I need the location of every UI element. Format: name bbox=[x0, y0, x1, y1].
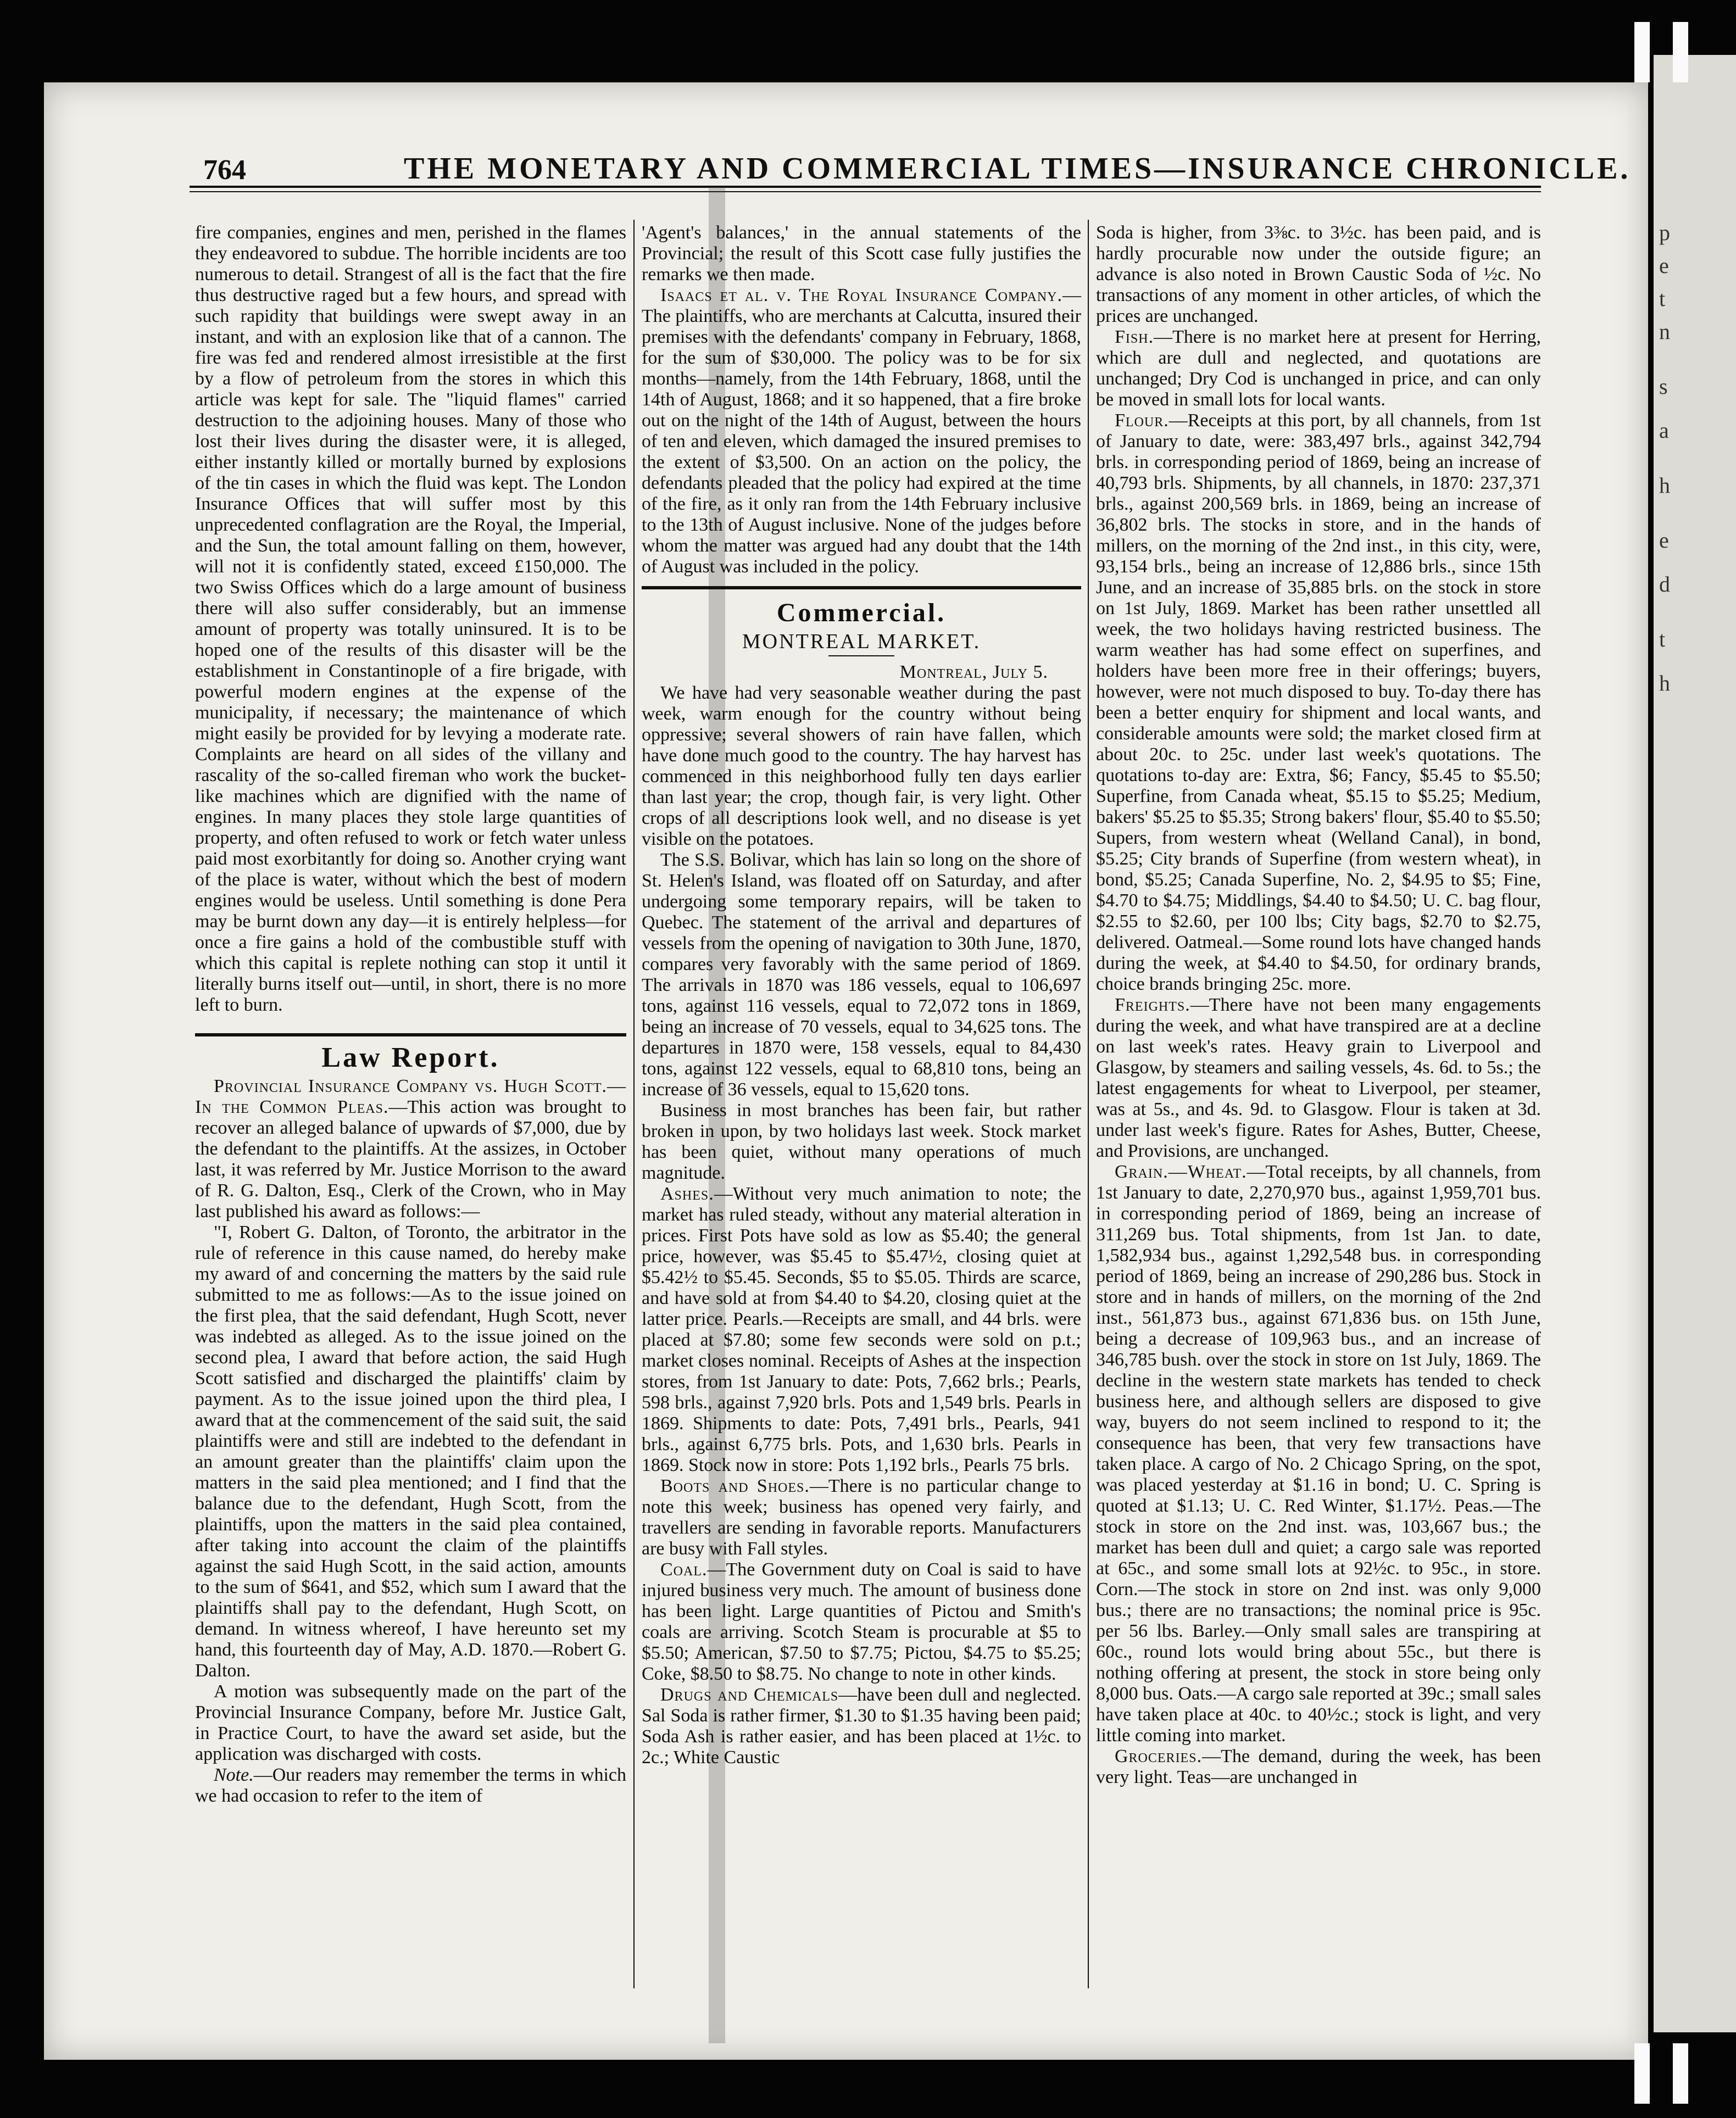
section-rule bbox=[642, 586, 1081, 589]
section-rule bbox=[195, 1033, 626, 1036]
article-paragraph: The S.S. Bolivar, which has lain so long on the shore of St. Helen's Island, was floated off on Saturday, and after undergoing some temporary repairs, will be taken to Quebec. The statement of the arrival and departures of vessels from the opening of navigation to 30th June, 1870, compares very favorably with the same period of 1869. The arrivals in 1870 was 186 vessels, equal to 106,697 tons, against 116 vessels, equal to 72,072 tons in 1869, being an increase of 70 vessels, equal to 34,625 tons. The departures in 1870 were, 158 vessels, equal to 84,430 tons, against 122 vessels, equal to 68,810 tons, being an increase of 36 vessels, equal to 15,620 tons. bbox=[642, 850, 1081, 1100]
header-rule bbox=[190, 186, 1541, 188]
paragraph-text: —There have not been many engagements during the week, and what have transpired are at a decline on last week's rates. Heavy grain to Liverpool and Glasgow, by steamers and sailing vessels, 4s. 6d. to 5s.; the latest engagements for wheat to Liverpool, per steamer, was at 5s., and 4s. 9d. to Glasgow. Flour is taken at 3d. under last week's figure. Rates for Ashes, Butter, Cheese, and Provisions, are unchanged. bbox=[1096, 995, 1541, 1161]
item-label: Ashes. bbox=[660, 1184, 714, 1204]
page-header bbox=[190, 140, 1631, 186]
case-title: Isaacs et al. v. The Royal Insurance Company. bbox=[660, 285, 1062, 305]
article-paragraph bbox=[642, 1184, 1081, 1476]
article-paragraph bbox=[642, 1559, 1081, 1685]
item-label: Coal. bbox=[660, 1559, 708, 1580]
article-paragraph: A motion was subsequently made on the part of the Provincial Insurance Company, before Mr. Justice Galt, in Practice Court, to have the award set aside, but the application was discharged with costs. bbox=[195, 1681, 626, 1764]
margin-char: n bbox=[1659, 319, 1670, 344]
market-heading: MONTREAL MARKET. bbox=[742, 630, 981, 653]
margin-char: h bbox=[1659, 671, 1670, 695]
page-title: THE MONETARY AND COMMERCIAL TIMES—INSURANCE CHRONICLE. bbox=[404, 152, 1631, 186]
margin-char: h bbox=[1659, 473, 1670, 498]
margin-char: e bbox=[1659, 528, 1669, 553]
column-3 bbox=[1096, 222, 1541, 1788]
film-bar bbox=[1673, 22, 1688, 82]
heading-rule bbox=[828, 655, 894, 656]
header-rule bbox=[190, 191, 1541, 192]
dateline: Montreal, July 5. bbox=[899, 662, 1048, 682]
margin-char: t bbox=[1659, 627, 1666, 651]
article-paragraph bbox=[1096, 995, 1541, 1162]
article-paragraph: We have had very seasonable weather during the past week, warm enough for the country without being oppressive; several showers of rain have fallen, which have done much good to the country. The hay harvest has commenced in this neighborhood fully ten days earlier than last year; the crop, though fair, is very light. Other crops of all descriptions look well, and no disease is yet visible on the potatoes. bbox=[642, 683, 1081, 849]
margin-char: d bbox=[1659, 572, 1670, 597]
paragraph-text: —The plaintiffs, who are merchants at Calcutta, insured their premises with the defendants' company in February, 1868, for the sum of $30,000. The policy was to be for six months—namely, from the 14th February, 1868, until the 14th of August, 1868; and it so happened, that a fire broke out on the night of the 14th of August, between the hours of ten and eleven, which damaged the insured premises to the extent of $3,500. On an action on the policy, the defendants pleaded that the policy had expired at the time of the fire, as it only ran from the 14th February inclusive to the 13th of August inclusive. None of the judges before whom the matter was argued had any doubt that the 14th of August was included in the policy. bbox=[642, 285, 1081, 577]
paragraph-text: —have been dull and neglected. Sal Soda is rather firmer, $1.30 to $1.35 having been paid; Soda Ash is rather easier, and has been placed at 1½c. to 2c.; White Caustic bbox=[642, 1685, 1081, 1768]
section-heading: Commercial. bbox=[776, 598, 947, 627]
article-paragraph bbox=[1096, 1162, 1541, 1746]
margin-char: p bbox=[1659, 220, 1670, 245]
article-paragraph: "I, Robert G. Dalton, of Toronto, the arbitrator in the rule of reference in this cause named, do hereby make my award of and concerning the matters by the said rule submitted to me as follows:—As to the issue joined on the first plea, that the said defendant, Hugh Scott, never was indebted as alleged. As to the issue joined on the second plea, I award that before action, the said Hugh Scott satisfied and discharged the plaintiffs' claim by payment. As to the issue joined upon the third plea, I award that at the commencement of the said suit, the said plaintiffs were and still are indebted to the defendant in an amount greater than the plaintiffs' claim upon the matters in the said plea mentioned; and I find that the balance due to the defendant, Hugh Scott, from the plaintiffs, upon the matters in the said plea contained, after taking into account the claim of the plaintiffs against the said Hugh Scott, in the said action, amounts to the sum of $641, and $52, which sum I award that the plaintiffs shall pay to the defendant, Hugh Scott, on demand. In witness whereof, I have hereunto set my hand, this fourteenth day of May, A.D. 1870.—Robert G. Dalton. bbox=[195, 1222, 626, 1681]
article-paragraph: 'Agent's balances,' in the annual statements of the Provincial; the result of this Scott case fully justifies the remarks we then made. bbox=[642, 222, 1081, 285]
column-1 bbox=[195, 222, 626, 1807]
paragraph-text: —The demand, during the week, has been very light. Teas—are unchanged in bbox=[1096, 1746, 1541, 1787]
paragraph-text: —Receipts at this port, by all channels, from 1st of January to date, were: 383,497 brls., against 342,794 brls. in corresponding period of 1869, being an increase of 40,793 brls. Shipments, by all channels, in 1870: 237,371 brls., against 200,569 brls. in 1869, being an increase of 36,802 brls. The stocks in store, and in the hands of millers, on the morning of the 2nd inst., in this city, were, 93,154 brls., being an increase of 12,886 brls., since 15th June, and an increase of 35,885 brls. on the stock in store on 1st July, 1869. Market has been rather unsettled all week, the two holidays having restricted business. The warm weather has had some effect on superfines, and holders have been more free in their offerings; buyers, however, were not much disposed to buy. To-day there has been a better enquiry for shipment and local wants, and considerable amounts were sold; the market closed firm at about 20c. to 25c. under last week's quotations. The quotations to-day are: Extra, $6; Fancy, $5.45 to $5.50; Superfine, from Canada wheat, $5.15 to $5.25; Medium, bakers' $5.25 to $5.35; Strong bakers' flour, $5.40 to $5.50; Supers, from western wheat (Welland Canal), in bond, $5.25; City brands of Superfine (from western wheat), in bond, $5.25; Canada Superfine, No. 2, $4.95 to $5; Fine, $4.70 to $4.75; Middlings, $4.40 to $4.50; U. C. bag flour, $2.55 to $2.60, per 100 lbs; City bags, $2.70 to $2.75, delivered. Oatmeal.—Some round lots have changed hands during the week, at $4.40 to $4.50, for ordinary brands, choice brands bringing 25c. more. bbox=[1096, 410, 1541, 994]
paragraph-text: —This action was brought to recover an alleged balance of upwards of $7,000, due by the defendant to the plaintiffs. At the assizes, in October last, it was referred by Mr. Justice Morrison to the award of R. G. Dalton, Esq., Clerk of the Crown, who in May last published his award as follows:— bbox=[195, 1097, 626, 1222]
item-label: Freights. bbox=[1115, 995, 1190, 1015]
column-rule bbox=[1088, 220, 1089, 1988]
paragraph-text: —There is no market here at present for Herring, which are dull and neglected, and quotations are unchanged; Dry Cod is unchanged in price, and can only be moved in small lots for local wants. bbox=[1096, 327, 1541, 410]
paragraph-text: —The Government duty on Coal is said to have injured business very much. The amount of business done has been light. Large quantities of Pictou and Smith's coals are arriving. Scotch Steam is procurable at $5 to $5.50; American, $7.50 to $7.75; Pictou, $4.75 to $5.25; Coke, $8.50 to $8.75. No change to note in other kinds. bbox=[642, 1559, 1081, 1684]
margin-char: a bbox=[1659, 418, 1669, 443]
film-bar bbox=[1634, 22, 1650, 82]
article-paragraph bbox=[642, 1685, 1081, 1768]
item-label: Drugs and Chemicals bbox=[660, 1685, 839, 1705]
article-paragraph bbox=[1096, 1746, 1541, 1788]
note-label: Note. bbox=[214, 1765, 254, 1785]
item-label: Groceries. bbox=[1115, 1746, 1203, 1766]
column-2 bbox=[642, 222, 1081, 1768]
paragraph-text: —There is no particular change to note this week; business has opened very fairly, and travellers are sending in favorable reports. Manufacturers are busy with Fall styles. bbox=[642, 1476, 1081, 1559]
paragraph-text: —Our readers may remember the terms in which we had occasion to refer to the item of bbox=[195, 1765, 626, 1806]
film-bar bbox=[1673, 2043, 1688, 2104]
article-paragraph bbox=[642, 1476, 1081, 1559]
paragraph-text: —Without very much animation to note; the market has ruled steady, without any material alteration in prices. First Pots have sold as low as $5.40; the general price, however, was $5.45 to $5.47½, closing quiet at $5.42½ to $5.45. Seconds, $5 to $5.05. Thirds are scarce, and have sold at from $4.40 to $4.20, closing quiet at the latter price. Pearls.—Receipts are small, and 44 brls. were placed at $7.80; some few seconds were sold on p.t.; market closes nominal. Receipts of Ashes at the inspection stores, from 1st January to date: Pots, 7,662 brls.; Pearls, 598 brls., against 7,920 brls. Pots and 1,549 brls. Pearls in 1869. Shipments to date: Pots, 7,491 brls., Pearls, 941 brls., against 6,775 brls. Pots, and 1,630 brls. Pearls in 1869. Stock now in store: Pots 1,192 brls., Pearls 75 brls. bbox=[642, 1184, 1081, 1475]
article-paragraph bbox=[642, 285, 1081, 577]
section-heading: Law Report. bbox=[321, 1042, 500, 1073]
film-bar bbox=[1634, 2043, 1650, 2104]
article-paragraph: fire companies, engines and men, perished in the flames they endeavored to subdue. The horrible incidents are too numerous to detail. Strangest of all is the fact that the fire thus destructive raged but a few hours, and spread with such rapidity that buildings were swept away in an instant, and with an explosion like that of a cannon. The fire was fed and rendered almost irresistible at the first by a flow of petroleum from the stores in which this article was kept for sale. The "liquid flames" carried destruction to the adjoining houses. Many of those who lost their lives during the disaster were, it is alleged, either instantly killed or mortally burned by explosions of the tin cases in which the fluid was kept. The London Insurance Offices that will suffer most by this unprecedented conflagration are the Royal, the Imperial, and the Sun, the total amount falling on them, however, will not it is confidently stated, exceed £150,000. The two Swiss Offices which do a large amount of business there will also suffer considerably, but an immense amount of property was totally uninsured. It is to be hoped one of the results of this disaster will be the establishment in Constantinople of a fire brigade, with powerful modern engines at the expense of the municipality, if necessary; the maintenance of which might easily be provided for by levying a moderate rate. Complaints are heard on all sides of the villany and rascality of the so-called fireman who work the bucket-like machines which are dignified with the name of engines. In many places they stole large quantities of property, and often refused to work or fetch water unless paid most exorbitantly for doing so. Another crying want of the place is water, without which the best of modern engines would be useless. Until something is done Pera may be burnt down any day—it is entirely helpless—for once a fire gains a hold of the combustible stuff with which this capital is replete nothing can stop it until it literally burns itself out—until, in short, there is no more left to burn. bbox=[195, 222, 626, 1015]
paragraph-text: —Total receipts, by all channels, from 1st January to date, 2,270,970 bus., against 1,959,701 bus. in corresponding period of 1869, being an increase of 311,269 bus. Total shipments, from 1st Jan. to date, 1,582,934 bus., against 1,292,548 bus. in corresponding period of 1869, being an increase of 290,286 bus. Stock in store and in hands of millers, on the morning of the 2nd inst., 561,873 bus., against 671,836 bus. on 15th June, being a decrease of 109,963 bus., and an increase of 346,785 bush. over the stock in store on 1st July, 1869. The decline in the western state markets has tended to check business here, and although sellers are disposed to give way, buyers do not seem inclined to respond to it; the consequence has been, that very few transactions have taken place. A cargo of No. 2 Chicago Spring, on the spot, was placed yesterday at $1.16 in bond; U. C. Spring is quoted at $1.13; U. C. Red Winter, $1.17½. Peas.—The stock in store on the 2nd inst. was, 103,667 bus.; the market has been dull and quiet; a cargo sale was reported at 65c., and some small lots at 92½c. to 95c., in store. Corn.—The stock in store on 2nd inst. was only 9,000 bus.; there are no transactions; the nominal price is 95c. per 56 lbs. Barley.—Only small sales are transpiring at 60c., round lots would bring about 55c., but there is nothing offering at present, the stock in store being only 8,000 bus. Oats.—A cargo sale reported at 39c.; small sales have taken place at 40c. to 40½c.; stock is light, and very little coming into market. bbox=[1096, 1162, 1541, 1746]
page-number: 764 bbox=[203, 154, 246, 186]
margin-char: s bbox=[1659, 374, 1668, 399]
column-rule bbox=[633, 220, 635, 1988]
article-paragraph: Business in most branches has been fair, but rather broken in upon, by two holidays last week. Stock market has been quiet, without many operations of much magnitude. bbox=[642, 1100, 1081, 1183]
margin-char: e bbox=[1659, 253, 1669, 278]
item-label: Fish. bbox=[1115, 327, 1154, 347]
item-label: Grain.—Wheat. bbox=[1115, 1162, 1247, 1182]
article-paragraph: Soda is higher, from 3⅜c. to 3½c. has been paid, and is hardly procurable now under the outside figure; an advance is also noted in Brown Caustic Soda of ½c. No transactions of any moment in other articles, of which the prices are unchanged. bbox=[1096, 222, 1541, 326]
article-paragraph bbox=[1096, 410, 1541, 995]
adjacent-page-fragment bbox=[1654, 55, 1736, 2032]
margin-char: t bbox=[1659, 286, 1666, 311]
item-label: Boots and Shoes. bbox=[660, 1476, 810, 1496]
item-label: Flour. bbox=[1115, 410, 1169, 431]
article-paragraph bbox=[195, 1765, 626, 1807]
article-paragraph bbox=[195, 1076, 626, 1222]
article-paragraph bbox=[1096, 327, 1541, 410]
case-title: Provincial Insurance Company vs. Hugh Scott.—In the Common Pleas. bbox=[195, 1076, 626, 1117]
